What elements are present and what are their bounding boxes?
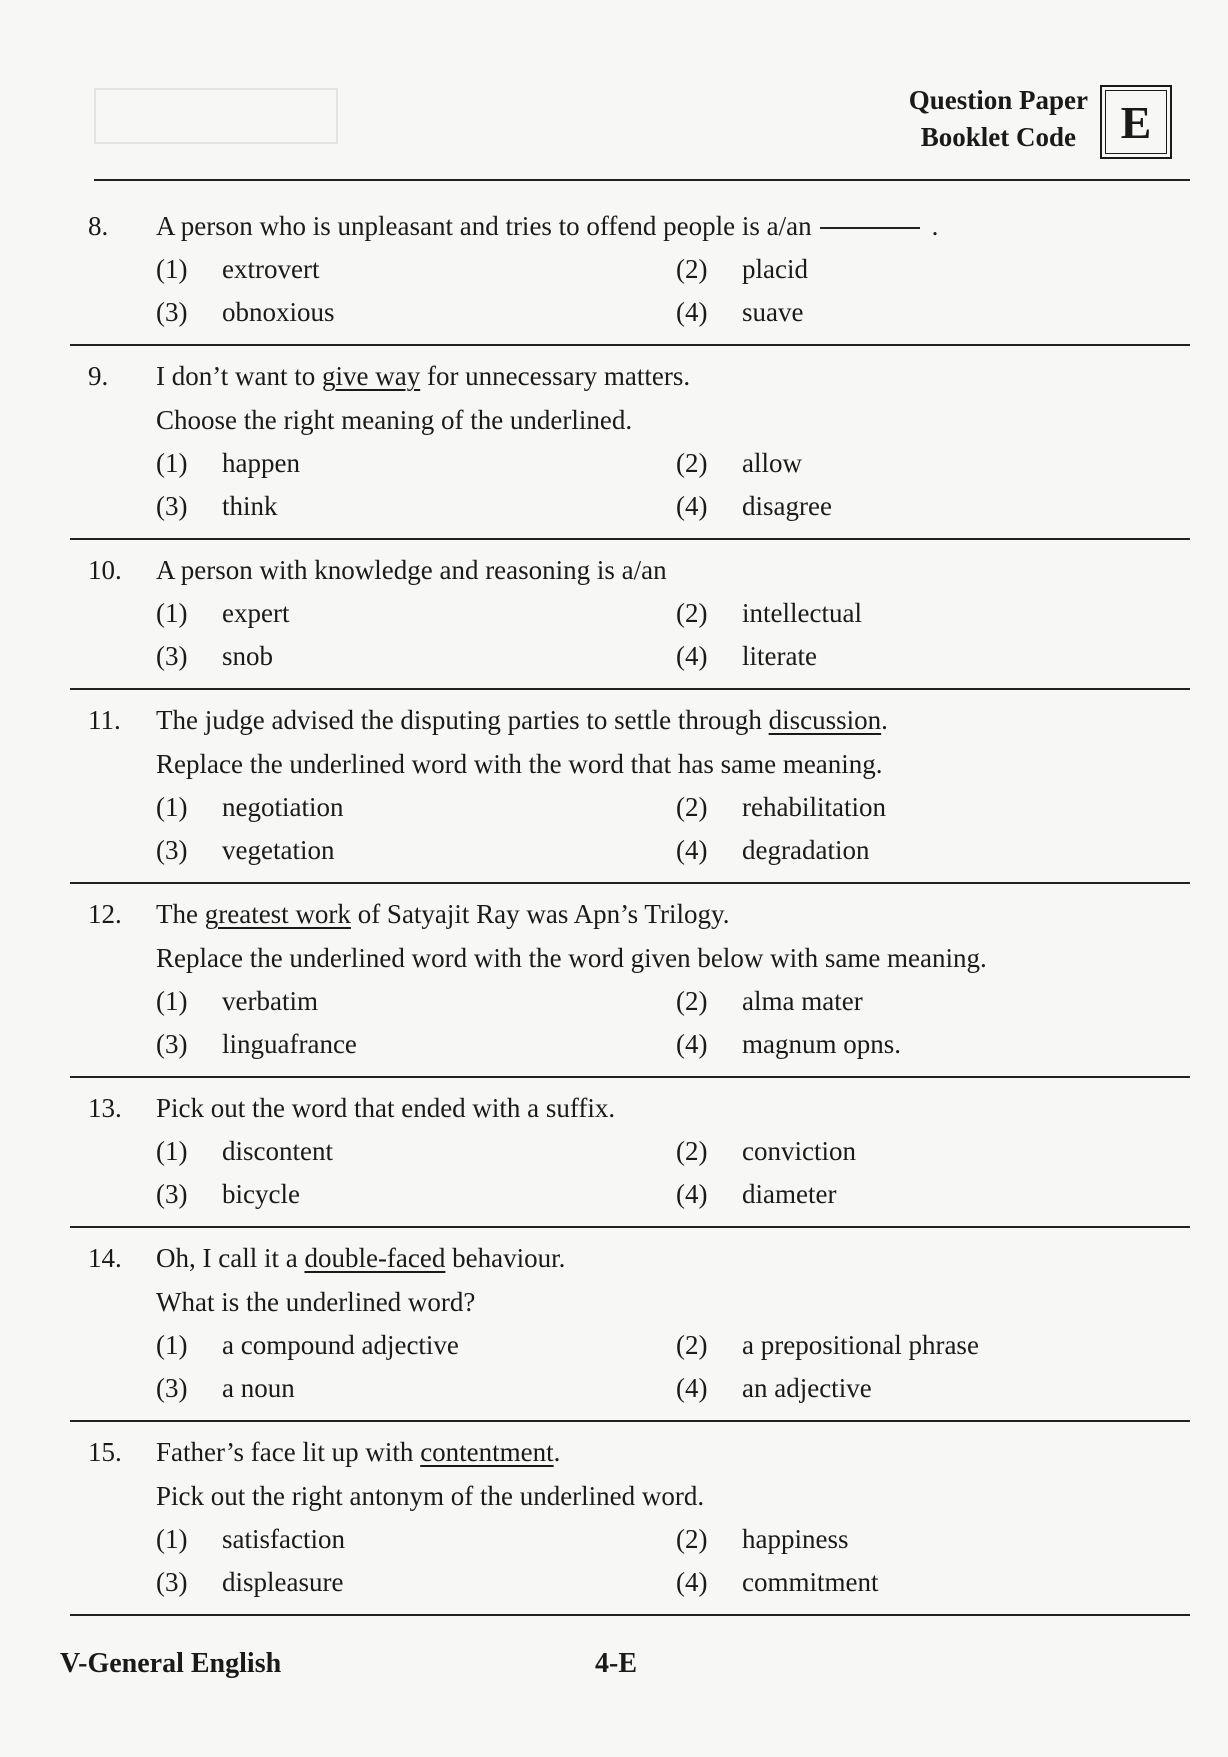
option-text: intellectual [742, 598, 862, 628]
option-text: happiness [742, 1524, 849, 1554]
question-stem [70, 892, 1190, 936]
answer-option [156, 1324, 676, 1367]
answer-option [156, 442, 676, 485]
page-number: 4-E [595, 1648, 637, 1679]
answer-option [156, 248, 676, 291]
answer-option [676, 248, 1156, 291]
option-number: (3) [156, 297, 188, 327]
option-number: (4) [676, 1179, 708, 1209]
answer-option [156, 829, 676, 872]
option-number: (3) [156, 1567, 188, 1597]
option-text: obnoxious [222, 297, 335, 327]
option-text: literate [742, 641, 817, 671]
answer-option [676, 635, 1156, 678]
option-text: commitment [742, 1567, 879, 1597]
option-text: magnum opns. [742, 1029, 901, 1059]
page-footer [60, 1648, 1190, 1688]
question-stem [70, 1430, 1190, 1474]
option-number: (2) [676, 1136, 708, 1166]
question-text [156, 698, 1190, 742]
options-grid [70, 1130, 1190, 1216]
answer-option [156, 291, 676, 334]
question-instruction: Choose the right meaning of the underlined. [156, 405, 633, 435]
option-number: (4) [676, 641, 708, 671]
faint-stamp [94, 88, 338, 144]
option-number: (3) [156, 491, 188, 521]
question-text-pre: The judge advised the disputing parties to settle through [156, 705, 769, 735]
answer-option [676, 1130, 1156, 1173]
option-text: degradation [742, 835, 870, 865]
option-text: bicycle [222, 1179, 300, 1209]
blank-suffix: . [931, 211, 939, 241]
options-grid [70, 786, 1190, 872]
option-number: (2) [676, 448, 708, 478]
option-number: (1) [156, 598, 188, 628]
question-number: 13. [88, 1093, 122, 1123]
answer-option [676, 1367, 1156, 1410]
option-text: a prepositional phrase [742, 1330, 979, 1360]
question-text-post: . [881, 705, 888, 735]
answer-option [676, 786, 1156, 829]
options-grid [70, 980, 1190, 1066]
answer-option [676, 1023, 1156, 1066]
option-text: diameter [742, 1179, 837, 1209]
answer-option [676, 980, 1156, 1023]
option-number: (4) [676, 835, 708, 865]
question-text-pre: Pick out the word that ended with a suffix. [156, 1093, 616, 1123]
option-text: placid [742, 254, 808, 284]
option-text: disagree [742, 491, 832, 521]
option-number: (4) [676, 297, 708, 327]
question-text [156, 1086, 1190, 1130]
underlined-phrase: double-faced [304, 1243, 446, 1273]
option-number: (2) [676, 598, 708, 628]
answer-option [676, 1518, 1156, 1561]
answer-option [156, 1173, 676, 1216]
option-number: (1) [156, 1136, 188, 1166]
answer-blank [820, 227, 920, 229]
option-text: extrovert [222, 254, 320, 284]
option-text: happen [222, 448, 300, 478]
option-text: expert [222, 598, 290, 628]
option-text: alma mater [742, 986, 863, 1016]
option-number: (4) [676, 1373, 708, 1403]
option-text: snob [222, 641, 274, 671]
options-grid [70, 248, 1190, 334]
option-number: (3) [156, 641, 188, 671]
question-text [156, 892, 1190, 936]
answer-option [156, 1561, 676, 1604]
option-number: (2) [676, 1330, 708, 1360]
option-text: an adjective [742, 1373, 872, 1403]
question-text-pre: Father’s face lit up with [156, 1437, 421, 1467]
question-block [70, 1422, 1190, 1616]
option-text: allow [742, 448, 802, 478]
option-number: (1) [156, 792, 188, 822]
question-stem [70, 548, 1190, 592]
question-number: 9. [88, 361, 109, 391]
answer-option [156, 592, 676, 635]
booklet-code-box: E [1100, 85, 1172, 159]
question-stem [70, 204, 1190, 248]
answer-option [156, 786, 676, 829]
question-stem [70, 354, 1190, 398]
question-text-pre: I don’t want to [156, 361, 322, 391]
option-text: satisfaction [222, 1524, 345, 1554]
options-grid [70, 592, 1190, 678]
question-block [70, 884, 1190, 1078]
booklet-label-line1: Question Paper [908, 85, 1088, 115]
question-text-pre: A person who is unpleasant and tries to offend people is a/an [156, 211, 812, 241]
option-text: verbatim [222, 986, 318, 1016]
answer-option [156, 1023, 676, 1066]
options-grid [70, 1324, 1190, 1410]
question-number: 12. [88, 899, 122, 929]
question-instruction: Replace the underlined word with the word that has same meaning. [156, 749, 883, 779]
option-number: (1) [156, 1330, 188, 1360]
option-number: (1) [156, 986, 188, 1016]
answer-option [156, 1130, 676, 1173]
question-block [70, 690, 1190, 884]
question-number: 10. [88, 555, 122, 585]
subject-name: V-General English [60, 1648, 282, 1679]
option-number: (2) [676, 986, 708, 1016]
question-text-pre: The [156, 899, 205, 929]
booklet-label-line2: Booklet Code [920, 122, 1076, 152]
option-number: (2) [676, 1524, 708, 1554]
question-instruction: Pick out the right antonym of the underlined word. [156, 1481, 705, 1511]
question-block [70, 196, 1190, 346]
option-number: (1) [156, 448, 188, 478]
question-number: 8. [88, 211, 109, 241]
answer-option [676, 291, 1156, 334]
option-text: rehabilitation [742, 792, 886, 822]
question-block [70, 540, 1190, 690]
option-number: (3) [156, 835, 188, 865]
question-number: 11. [88, 705, 121, 735]
underlined-phrase: discussion [768, 705, 882, 735]
option-text: displeasure [222, 1567, 344, 1597]
option-number: (3) [156, 1373, 188, 1403]
header-divider [94, 179, 1190, 181]
question-number: 14. [88, 1243, 122, 1273]
question-block [70, 1228, 1190, 1422]
question-text-post: behaviour. [445, 1243, 566, 1273]
option-number: (4) [676, 1567, 708, 1597]
question-list [70, 196, 1190, 1616]
question-number: 15. [88, 1437, 122, 1467]
underlined-phrase: contentment [420, 1437, 554, 1467]
question-instruction: What is the underlined word? [156, 1287, 476, 1317]
option-number: (2) [676, 254, 708, 284]
answer-option [676, 1324, 1156, 1367]
question-text [156, 354, 1190, 398]
answer-option [676, 1173, 1156, 1216]
answer-option [156, 485, 676, 528]
option-number: (1) [156, 254, 188, 284]
options-grid [70, 442, 1190, 528]
option-number: (3) [156, 1179, 188, 1209]
question-block [70, 1078, 1190, 1228]
question-block [70, 346, 1190, 540]
question-stem [70, 1236, 1190, 1280]
option-text: negotiation [222, 792, 344, 822]
answer-option [156, 635, 676, 678]
question-text [156, 548, 1190, 592]
answer-option [156, 1367, 676, 1410]
page-header [94, 70, 1190, 160]
option-text: a noun [222, 1373, 295, 1403]
question-text [156, 1430, 1190, 1474]
answer-option [676, 829, 1156, 872]
answer-option [676, 1561, 1156, 1604]
answer-option [676, 592, 1156, 635]
answer-option [676, 442, 1156, 485]
option-text: suave [742, 297, 804, 327]
option-text: a compound adjective [222, 1330, 459, 1360]
question-text [156, 204, 1190, 248]
underlined-phrase: greatest work [204, 899, 351, 929]
question-text-post: . [553, 1437, 561, 1467]
question-text-pre: Oh, I call it a [156, 1243, 305, 1273]
option-text: vegetation [222, 835, 335, 865]
option-text: think [222, 491, 278, 521]
option-number: (1) [156, 1524, 188, 1554]
question-text-post: for unnecessary matters. [420, 361, 691, 391]
option-number: (4) [676, 491, 708, 521]
option-number: (2) [676, 792, 708, 822]
answer-option [156, 1518, 676, 1561]
option-number: (3) [156, 1029, 188, 1059]
question-stem [70, 698, 1190, 742]
question-text-post: of Satyajit Ray was Apn’s Trilogy. [350, 899, 730, 929]
question-instruction: Replace the underlined word with the word given below with same meaning. [156, 943, 987, 973]
option-text: discontent [222, 1136, 333, 1166]
option-number: (4) [676, 1029, 708, 1059]
underlined-phrase: give way [321, 361, 421, 391]
question-text [156, 1236, 1190, 1280]
question-stem [70, 1086, 1190, 1130]
options-grid [70, 1518, 1190, 1604]
booklet-code-label [909, 82, 1088, 156]
question-text-pre: A person with knowledge and reasoning is a/an [156, 555, 667, 585]
option-text: linguafrance [222, 1029, 357, 1059]
answer-option [676, 485, 1156, 528]
answer-option [156, 980, 676, 1023]
option-text: conviction [742, 1136, 856, 1166]
